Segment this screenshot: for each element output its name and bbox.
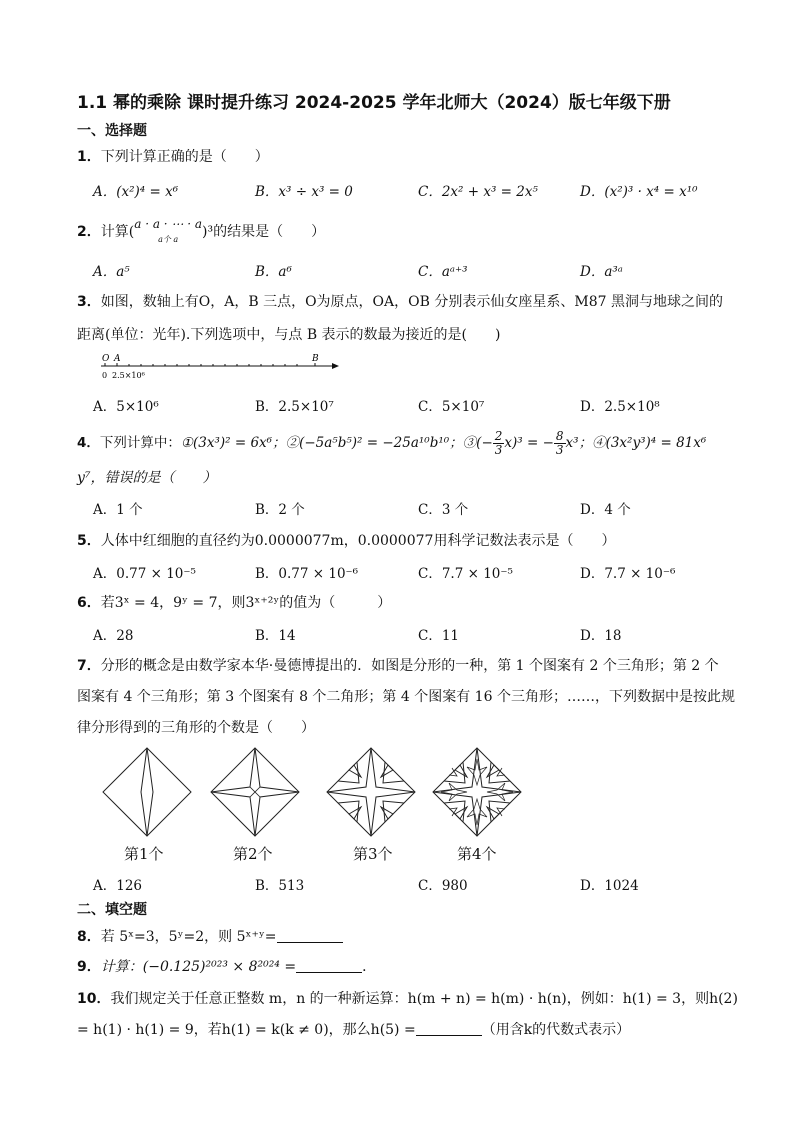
underbrace-label: a个 a: [158, 235, 179, 244]
answer-blank[interactable]: [416, 1021, 482, 1036]
expression-4: ④(3x²y³)⁴ = 81x⁶: [592, 435, 707, 451]
q5-option-c[interactable]: C．7.7 × 10⁻⁵: [418, 566, 513, 582]
fractal-figure-4: [427, 745, 527, 840]
question-6: [77, 592, 391, 612]
expression-3-mid: x)³ = −: [504, 435, 554, 451]
question-10: [77, 988, 738, 1008]
question-end: ．: [362, 959, 377, 975]
tick-label-zero: 0: [102, 371, 108, 380]
question-4-line2: y⁷，错误的是（ ）: [77, 470, 217, 486]
q3-option-d[interactable]: D．2.5×10⁸: [580, 399, 660, 415]
q2-option-b[interactable]: B．a⁶: [255, 264, 292, 280]
q1-option-b[interactable]: B．x³ ÷ x³ = 0: [255, 184, 353, 200]
question-3: [77, 291, 723, 311]
question-3-line2: 距离(单位：光年).下列选项中，与点 B 表示的数最为接近的是( ): [77, 327, 501, 343]
number-line-figure: [95, 352, 345, 382]
q4-option-b[interactable]: B．2 个: [255, 502, 305, 518]
question-text: 若3ˣ = 4，9ʸ = 7，则3ˣ⁺²ʸ的值为（ ）: [100, 595, 392, 611]
question-text: 人体中红细胞的直径约为0.0000077m，0.0000077用科学记数法表示是（ ）: [100, 533, 616, 549]
q2-option-a[interactable]: A．a⁵: [93, 264, 130, 280]
q6-option-c[interactable]: C．11: [418, 628, 460, 644]
question-text-line1: 如图，数轴上有O，A，B 三点，O为原点，OA，OB 分别表示仙女座星系、M87 黑洞与地球之间的: [100, 294, 723, 310]
question-number: 8．: [77, 929, 101, 945]
section-choice-heading: 一、选择题: [77, 123, 147, 139]
label-b: B: [312, 354, 319, 364]
figure-1-caption: 第1个: [124, 845, 164, 863]
question-number: 1．: [77, 149, 101, 165]
label-a: A: [114, 354, 121, 364]
tick-label-a: 2.5×10⁶: [112, 371, 145, 380]
question-hint: （用含k的代数式表示）: [481, 1022, 631, 1038]
question-5: [77, 530, 615, 550]
question-1: [77, 146, 269, 166]
question-number: 5．: [77, 533, 101, 549]
figure-3-caption: 第3个: [353, 845, 393, 863]
q7-option-d[interactable]: D．1024: [580, 878, 639, 894]
question-suffix: )³的结果是（ ）: [202, 224, 326, 240]
section-fill-heading: 二、填空题: [77, 902, 147, 918]
question-7-line2: 图案有 4 个三角形；第 3 个图案有 8 个二角形；第 4 个图案有 16 个三角形；……，下列数据中是按此规: [77, 689, 735, 705]
expression-2: ②(−5a⁵b⁵)² = −25a¹⁰b¹⁰；: [285, 435, 463, 451]
q4-option-a[interactable]: A．1 个: [93, 502, 143, 518]
q3-option-c[interactable]: C．5×10⁷: [418, 399, 485, 415]
underbrace-top: a · a · ⋯ · a: [134, 217, 203, 231]
number-line-arrow: [332, 363, 339, 369]
q1-option-a[interactable]: A．(x²)⁴ = x⁶: [93, 184, 179, 200]
q2-option-d[interactable]: D．a³ᵃ: [580, 264, 623, 280]
question-number: 7．: [77, 658, 101, 674]
q1-option-c[interactable]: C．2x² + x³ = 2x⁵: [418, 184, 538, 200]
question-4: [77, 430, 706, 457]
fractal-figure-3: [321, 745, 421, 840]
question-text: 下列计算正确的是（ ）: [100, 149, 269, 165]
q3-option-a[interactable]: A．5×10⁶: [93, 399, 159, 415]
question-7: [77, 655, 719, 675]
question-7-line3: 律分形得到的三角形的个数是（ ）: [77, 720, 315, 736]
question-number: 6．: [77, 595, 101, 611]
answer-blank[interactable]: [277, 928, 343, 943]
question-10-line2: [77, 1019, 630, 1039]
question-number: 9．: [77, 959, 101, 975]
question-number: 3．: [77, 294, 101, 310]
q3-option-b[interactable]: B．2.5×10⁷: [255, 399, 334, 415]
q5-option-b[interactable]: B．0.77 × 10⁻⁶: [255, 566, 359, 582]
question-number: 2．: [77, 224, 101, 240]
fraction-two-thirds: $\frac{2}{3}$: [494, 429, 503, 457]
q1-option-d[interactable]: D．(x²)³ · x⁴ = x¹⁰: [580, 184, 698, 200]
q6-option-a[interactable]: A．28: [93, 628, 134, 644]
figure-4-caption: 第4个: [457, 845, 497, 863]
question-prefix: 计算(: [100, 224, 135, 240]
fraction-eight-thirds: $\frac{8}{3}$: [555, 429, 564, 457]
expression-1: ①(3x³)² = 6x⁶；: [180, 435, 286, 451]
q6-option-d[interactable]: D．18: [580, 628, 622, 644]
question-number: 4．: [77, 435, 100, 451]
page-title: 1.1 幂的乘除 课时提升练习 2024-2025 学年北师大（2024）版七年级下册: [77, 93, 671, 113]
q4-option-c[interactable]: C．3 个: [418, 502, 469, 518]
figure-2-caption: 第2个: [233, 845, 273, 863]
fractal-figure-1: [97, 745, 197, 840]
label-o: O: [102, 354, 110, 364]
question-text: 若 5ˣ=3，5ʸ=2，则 5ˣ⁺ʸ=: [100, 929, 277, 945]
q6-option-b[interactable]: B．14: [255, 628, 296, 644]
question-text-line1: 分形的概念是由数学家本华·曼德博提出的．如图是分形的一种，第 1 个图案有 2 个三角形；第 2 个: [100, 658, 719, 674]
question-text-line1: 我们规定关于任意正整数 m，n 的一种新运算：h(m + n) = h(m) · h(n)，例如：h(1) = 3，则h(2): [110, 991, 738, 1007]
q5-option-a[interactable]: A．0.77 × 10⁻⁵: [93, 566, 196, 582]
question-number: 10．: [77, 991, 111, 1007]
q2-option-c[interactable]: C．aᵃ⁺³: [418, 264, 468, 280]
q7-option-b[interactable]: B．513: [255, 878, 305, 894]
q7-option-a[interactable]: A．126: [93, 878, 143, 894]
question-2: [77, 216, 325, 248]
question-8: [77, 926, 343, 946]
fractal-figure-2: [205, 745, 305, 840]
q4-option-d[interactable]: D．4 个: [580, 502, 631, 518]
q5-option-d[interactable]: D．7.7 × 10⁻⁶: [580, 566, 676, 582]
question-text: 计算：(−0.125)²⁰²³ × 8²⁰²⁴ =: [100, 959, 297, 975]
q7-option-c[interactable]: C．980: [418, 878, 468, 894]
expression-3-end: x³；: [565, 435, 593, 451]
question-9: [77, 956, 376, 976]
question-intro: 下列计算中：: [99, 435, 181, 451]
answer-blank[interactable]: [296, 958, 362, 973]
question-text-line2: = h(1) · h(1) = 9，若h(1) = k(k ≠ 0)，那么h(5) =: [77, 1022, 416, 1038]
expression-3-start: ③(−: [462, 435, 493, 451]
